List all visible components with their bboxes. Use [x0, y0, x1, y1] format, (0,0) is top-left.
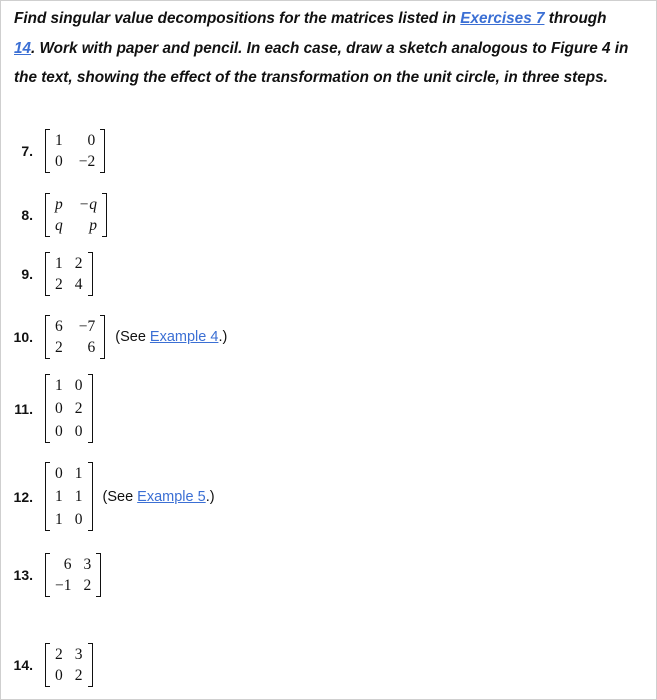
matrix-cell: 0 — [55, 153, 63, 170]
right-bracket — [88, 252, 93, 296]
matrix-cell: −q — [78, 196, 97, 213]
matrix-cell: −7 — [78, 318, 96, 335]
exercise-14-link[interactable]: 14 — [14, 39, 32, 57]
note-text: .) — [205, 488, 215, 505]
matrix-cell: −1 — [55, 577, 72, 594]
intro-text: . Work with paper and pencil. In each case, draw a sketch analogous to Figure 4 in the text, showing the effect of the transformation on the unit circle, in three steps. — [14, 39, 629, 86]
exercise-14 — [5, 643, 93, 687]
matrix-cell: 0 — [55, 400, 63, 417]
intro-text: Find singular value decompositions for the matrices listed in — [14, 10, 461, 27]
matrix-cell: 0 — [55, 667, 63, 684]
matrix-cell: 0 — [87, 132, 96, 149]
matrix-cell: 0 — [55, 465, 63, 482]
matrix — [45, 252, 93, 296]
instructions-paragraph — [14, 4, 644, 93]
note-text: (See — [102, 488, 138, 505]
matrix-cell: 2 — [55, 339, 63, 356]
matrix — [45, 374, 93, 443]
matrix-cell: 4 — [74, 276, 83, 293]
matrix-cell: 1 — [55, 255, 63, 272]
right-bracket — [96, 553, 101, 597]
exercise-number: 8. — [21, 207, 33, 223]
exercise-number: 7. — [21, 143, 33, 159]
matrix-cell: 2 — [55, 646, 63, 663]
right-bracket — [88, 643, 93, 687]
matrix-cell: 1 — [55, 488, 63, 505]
see-example-note — [115, 329, 227, 345]
matrix-cell: 6 — [55, 318, 63, 335]
matrix-cell: 1 — [55, 132, 63, 149]
matrix-cell: 0 — [74, 423, 83, 440]
matrix — [45, 193, 107, 237]
exercises-7-link[interactable]: Exercises 7 — [460, 10, 545, 27]
exercise-13 — [5, 553, 101, 597]
matrix-cell: 0 — [74, 377, 83, 394]
exercise-8 — [5, 193, 107, 237]
see-example-note — [103, 489, 215, 505]
right-bracket — [100, 315, 105, 359]
exercise-7 — [5, 129, 105, 173]
exercise-number: 14. — [13, 657, 33, 673]
note-text: .) — [218, 329, 228, 345]
matrix-cell: 3 — [74, 646, 83, 663]
intro-text: through — [544, 10, 607, 27]
exercise-number: 10. — [13, 329, 33, 345]
matrix-cell: 2 — [55, 276, 63, 293]
matrix — [45, 315, 105, 359]
matrix-cell: 3 — [83, 556, 92, 573]
matrix-cell: p — [55, 196, 63, 213]
exercise-number: 11. — [14, 400, 33, 417]
matrix-cell: 1 — [55, 377, 63, 394]
example-4-link[interactable]: Example 4 — [149, 329, 219, 345]
matrix-cell: 2 — [83, 577, 92, 594]
matrix-cell: 1 — [74, 488, 83, 505]
example-5-link[interactable]: Example 5 — [137, 488, 206, 505]
exercise-number: 9. — [21, 266, 33, 282]
exercise-number: 12. — [13, 488, 33, 505]
exercise-9 — [5, 252, 93, 296]
matrix — [45, 553, 101, 597]
exercise-number: 13. — [13, 567, 33, 583]
matrix-cell: q — [55, 217, 63, 234]
matrix-cell: 1 — [55, 511, 63, 528]
right-bracket — [100, 129, 105, 173]
matrix-cell: 2 — [74, 667, 83, 684]
matrix-cell: 2 — [74, 400, 83, 417]
matrix-cell: 1 — [74, 465, 83, 482]
matrix-cell: 0 — [55, 423, 63, 440]
matrix-cell: −2 — [78, 153, 96, 170]
matrix-cell: 0 — [74, 511, 83, 528]
right-bracket — [88, 374, 93, 443]
right-bracket — [102, 193, 107, 237]
matrix — [45, 129, 105, 173]
right-bracket — [88, 462, 93, 531]
exercise-11 — [5, 374, 93, 443]
matrix-cell: p — [89, 217, 97, 234]
matrix — [45, 462, 93, 531]
note-text: (See — [115, 329, 150, 345]
matrix — [45, 643, 93, 687]
matrix-cell: 6 — [87, 339, 96, 356]
exercise-12 — [5, 462, 215, 531]
matrix-cell: 2 — [74, 255, 83, 272]
exercise-10 — [5, 315, 227, 359]
matrix-cell: 6 — [63, 556, 72, 573]
